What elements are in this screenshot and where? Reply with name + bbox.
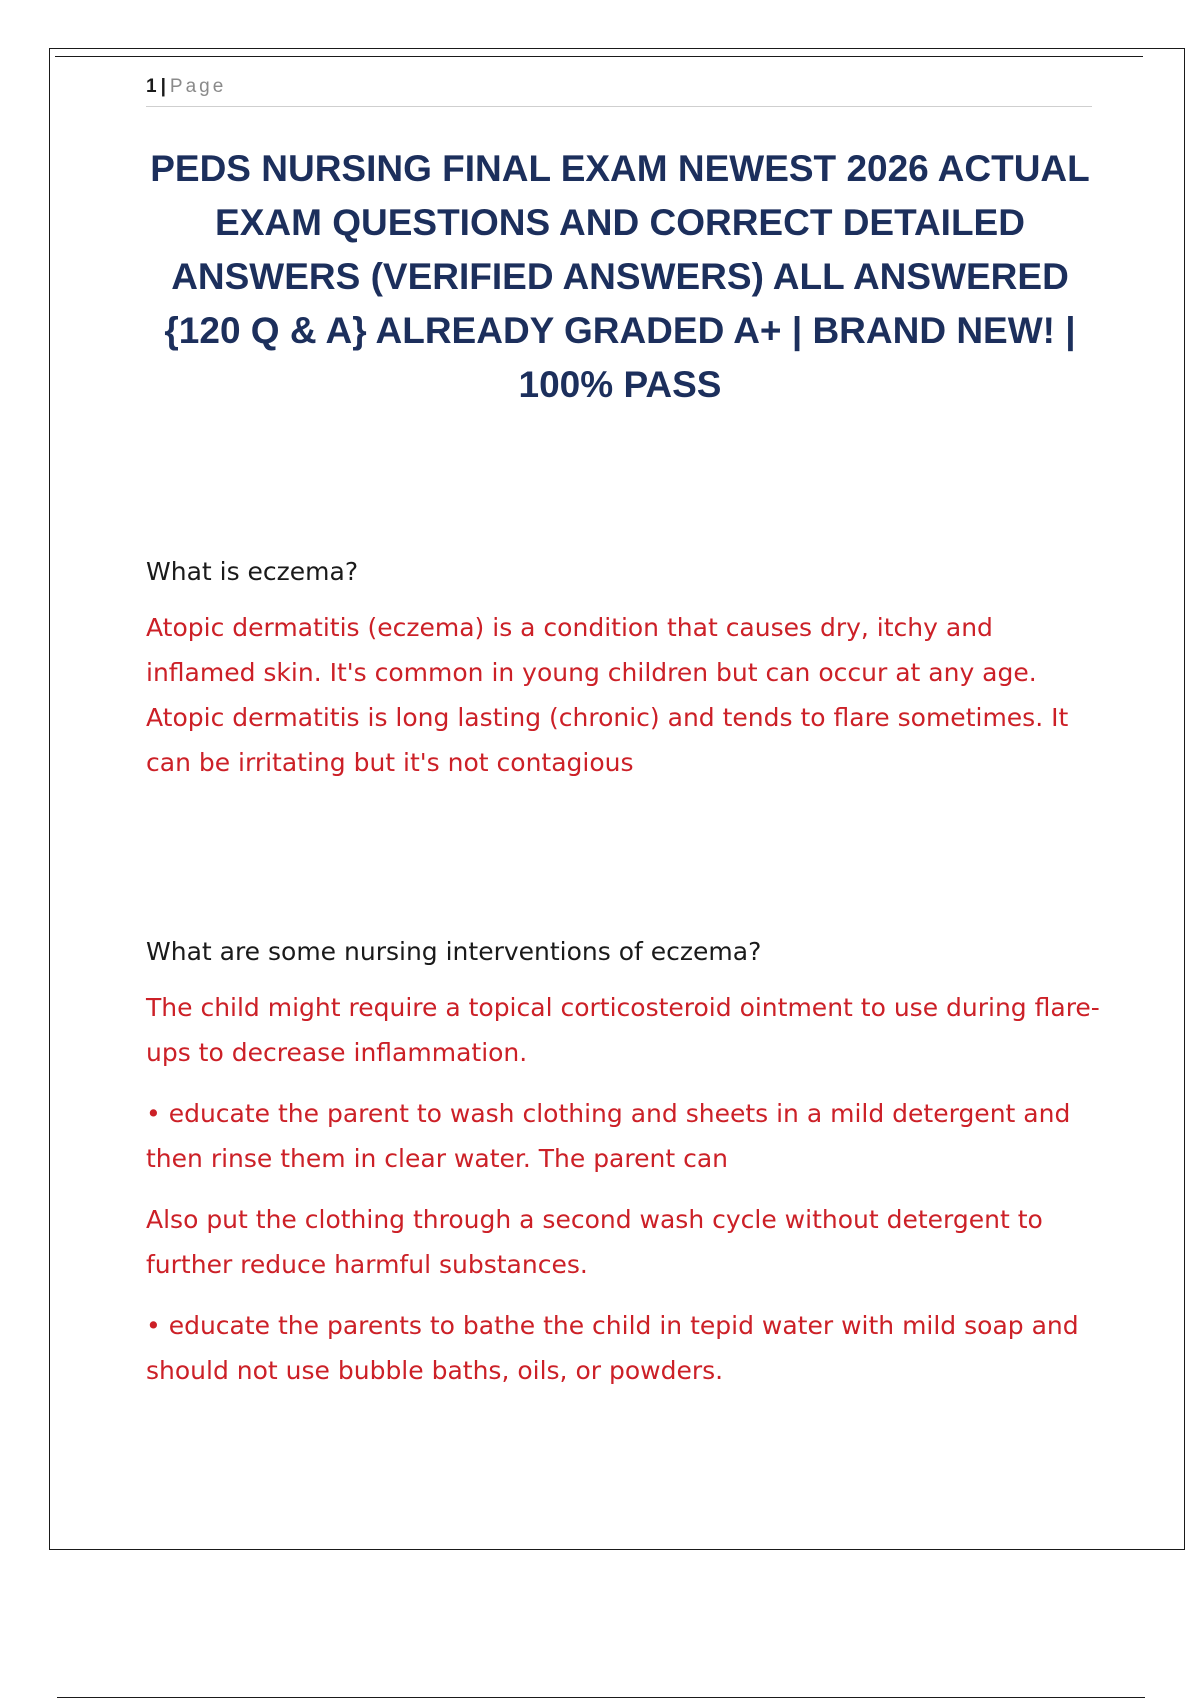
qa-block bbox=[146, 937, 1106, 1393]
question-text: What is eczema? bbox=[146, 557, 359, 586]
answer-paragraph: The child might require a topical corticosteroid ointment to use during flare-ups to decrease inflammation. bbox=[146, 993, 1100, 1067]
page-label: Page bbox=[169, 76, 227, 97]
question-text: What are some nursing interventions of eczema? bbox=[146, 937, 762, 966]
qa-block bbox=[146, 557, 1106, 785]
answer-paragraph: • educate the parents to bathe the child in tepid water with mild soap and should not use bubble baths, oils, or powders. bbox=[146, 1311, 1079, 1385]
answer-text: Atopic dermatitis (eczema) is a condition that causes dry, itchy and inflamed skin. It's common in young children but can occur at any age. Atopic dermatitis is long lasting (chronic) and tends to flare sometimes. It can be irritating but it's not contagious bbox=[146, 613, 1069, 777]
bottom-rule bbox=[57, 1697, 1145, 1698]
document-title: PEDS NURSING FINAL EXAM NEWEST 2026 ACTUAL EXAM QUESTIONS AND CORRECT DETAILED ANSWERS (VERIFIED ANSWERS) ALL ANSWERED {120 Q & A} ALREADY GRADED A+ | BRAND NEW! | 100% PASS bbox=[150, 148, 1090, 405]
answer-paragraph: Also put the clothing through a second wash cycle without detergent to further reduce harmful substances. bbox=[146, 1205, 1043, 1279]
top-rule bbox=[55, 56, 1143, 57]
page-number: 1 bbox=[146, 76, 157, 97]
answer-paragraph: • educate the parent to wash clothing and sheets in a mild detergent and then rinse them in clear water. The parent can bbox=[146, 1099, 1071, 1173]
page-header bbox=[146, 74, 1092, 107]
page-separator: | bbox=[160, 76, 166, 97]
